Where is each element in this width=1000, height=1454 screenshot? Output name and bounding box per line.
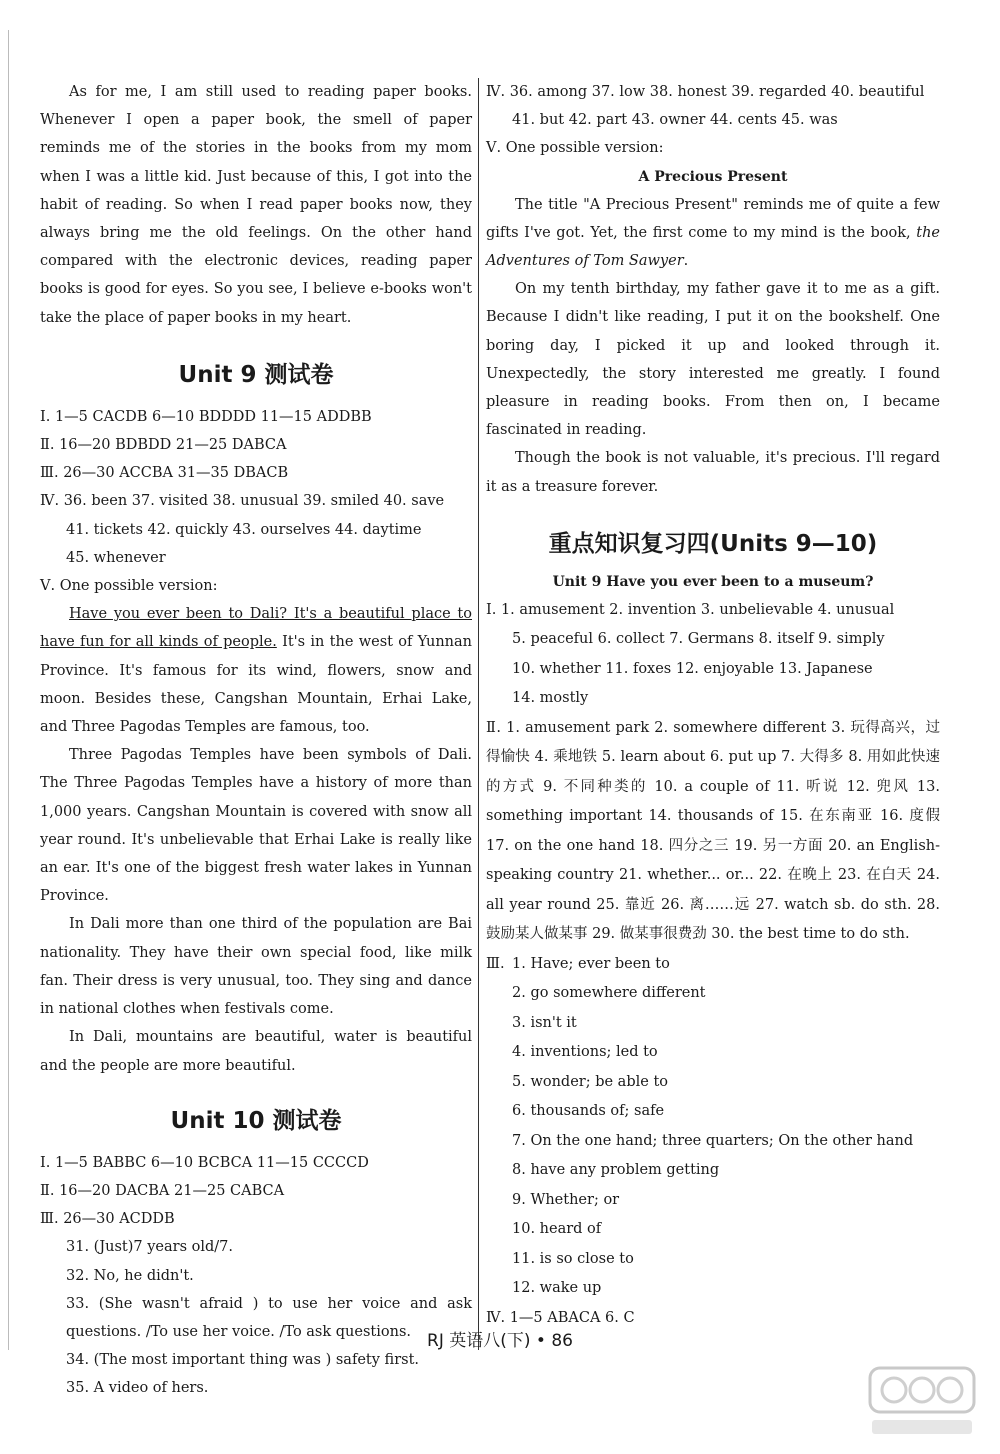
answer-line: 33. (She wasn't afraid ) to use her voice and ask questions. /To use her voice. /To ask questions.	[66, 1295, 472, 1340]
answer-line: Ⅲ. 26—30 ACDDB	[40, 1211, 175, 1228]
essay-text: It's in the west of Yunnan Province. It's famous for its wind, flowers, snow and moon. Besides these, Cangshan Mountain, Erhai Lake, and Three Pagodas Temples are famous, too.	[40, 634, 472, 736]
unit9-title: Unit 9 测试卷	[178, 361, 334, 388]
answer-line: 14. mostly	[512, 690, 589, 707]
dali-essay-p4: In Dali, mountains are beautiful, water is beautiful and the people are more beautiful.	[40, 1029, 472, 1074]
review-title: 重点知识复习四(Units 9—10)	[548, 530, 878, 557]
section-label: Ⅲ.	[486, 955, 505, 972]
answer-line: 8. have any problem getting	[512, 1162, 720, 1179]
answer-line: 10. whether 11. foxes 12. enjoyable 13. Japanese	[512, 660, 873, 677]
watermark-logo	[862, 1362, 982, 1442]
present-essay-p3: Though the book is not valuable, it's precious. I'll regard it as a treasure forever.	[486, 450, 940, 495]
answer-line: 1. Have; ever been to	[512, 955, 670, 972]
answer-line: 9. Whether; or	[512, 1191, 620, 1208]
book-title: the Adventures of Tom Sawyer	[486, 224, 940, 270]
column-divider	[478, 78, 479, 1350]
review-subtitle: Unit 9 Have you ever been to a museum?	[552, 573, 874, 590]
answer-line: Ⅰ. 1—5 CACDB 6—10 BDDDD 11—15 ADDBB	[40, 408, 372, 425]
present-essay-p1	[486, 191, 940, 276]
answer-line: Ⅱ. 16—20 DACBA 21—25 CABCA	[40, 1182, 285, 1199]
answer-line: Ⅱ. 16—20 BDBDD 21—25 DABCA	[40, 437, 287, 454]
answer-line: 35. A video of hers.	[66, 1380, 209, 1397]
answer-line: Ⅲ. 26—30 ACCBA 31—35 DBACB	[40, 465, 289, 482]
answer-line: 2. go somewhere different	[512, 985, 706, 1002]
dali-essay-p1	[40, 600, 472, 741]
dali-essay-p2: Three Pagodas Temples have been symbols of Dali. The Three Pagodas Temples have a history of more than 1,000 years. Cangshan Mountain is covered with snow all year round. It's unbelievable that Erhai Lake is really like an ear. It's one of the biggest fresh water lakes in Yunnan Province.	[40, 747, 472, 905]
left-column	[40, 78, 472, 1403]
answer-line: 34. (The most important thing was ) safety first.	[66, 1352, 420, 1369]
answer-line: 12. wake up	[512, 1280, 602, 1297]
right-column	[486, 78, 940, 1333]
answer-line: Ⅳ. 36. been 37. visited 38. unusual 39. smiled 40. save	[40, 493, 445, 510]
review-section-4: Ⅳ. 1—5 ABACA 6. C	[486, 1309, 635, 1326]
present-essay-p2: On my tenth birthday, my father gave it to me as a gift. Because I didn't like reading, I put it on the bookshelf. One boring day, I picked it up and looked through it. Unexpectedly, the story interested me greatly. I found pleasure in reading books. From then on, I became fascinated in reading.	[486, 281, 940, 439]
review-section-3	[486, 950, 940, 1304]
intro-paragraph: As for me, I am still used to reading paper books. Whenever I open a paper book, the smell of paper reminds me of the stories in the books from my mom when I was a little kid. Just because of this, I got into the habit of reading. So when I read paper books now, they always bring me the old feelings. On the other hand compared with the electronic devices, reading paper books is good for eyes. So you see, I believe e-books won't take the place of paper books in my heart.	[40, 84, 472, 326]
answer-line: 6. thousands of; safe	[512, 1103, 665, 1120]
answer-line: 3. isn't it	[512, 1014, 577, 1031]
essay-title: A Precious Present	[638, 168, 788, 185]
answer-line: Ⅰ. 1. amusement 2. invention 3. unbelievable 4. unusual	[486, 601, 895, 618]
answer-line: 5. peaceful 6. collect 7. Germans 8. itself 9. simply	[512, 631, 885, 648]
answer-line: 5. wonder; be able to	[512, 1073, 668, 1090]
answer-line: 4. inventions; led to	[512, 1044, 658, 1061]
review-section-1	[486, 596, 940, 714]
answer-line: Ⅴ. One possible version:	[40, 578, 218, 595]
answer-line: 41. tickets 42. quickly 43. ourselves 44. daytime	[66, 521, 422, 538]
answer-line: Ⅳ. 36. among 37. low 38. honest 39. regarded 40. beautiful	[486, 84, 925, 100]
unit9-answer-lines	[40, 403, 472, 600]
dali-essay-p3: In Dali more than one third of the population are Bai nationality. They have their own special food, like milk fan. Their dress is very unusual, too. They sing and dance in national clothes when festivals come.	[40, 916, 472, 1018]
answer-line: 7. On the one hand; three quarters; On the other hand	[512, 1132, 914, 1149]
page-edge-line	[8, 30, 9, 1350]
answer-line: 32. No, he didn't.	[66, 1267, 194, 1284]
underlined-topic-sentence: Have you ever been to Dali? It's a beautiful place to have fun for all kinds of people.	[40, 606, 472, 651]
answer-line: 45. whenever	[66, 549, 166, 566]
review-section-2: Ⅱ. 1. amusement park 2. somewhere different 3. 玩得高兴，过得愉快 4. 乘地铁 5. learn about 6. put up 7. 大得多 8. 用如此快速的方式 9. 不同种类的 10. a couple of 11. 听说 12. 兜风 13. something important 14. thousands of 15. 在东南亚 16. 度假 17. on the one hand 18. 四分之三 19. 另一方面 20. an English-speaking country 21. whether... or... 22. 在晚上 23. 在白天 24. all year round 25. 靠近 26. 离……远 27. watch sb. do sth. 28. 鼓励某人做某事 29. 做某事很费劲 30. the best time to do sth.	[486, 719, 940, 943]
essay-text: The title "A Precious Present" reminds me of quite a few gifts I've got. Yet, the first come to my mind is the book,	[486, 196, 940, 241]
unit10-title: Unit 10 测试卷	[170, 1107, 342, 1134]
answer-line: 11. is so close to	[512, 1250, 634, 1267]
answer-line: Ⅰ. 1—5 BABBC 6—10 BCBCA 11—15 CCCCD	[40, 1154, 369, 1171]
answer-line: 41. but 42. part 43. owner 44. cents 45. was	[512, 112, 838, 129]
answer-line: Ⅴ. One possible version:	[486, 140, 664, 157]
essay-text: .	[683, 253, 689, 270]
answer-line: 31. (Just)7 years old/7.	[66, 1239, 234, 1256]
answer-line: 10. heard of	[512, 1221, 602, 1238]
unit10-answer-lines	[40, 1149, 472, 1403]
page-footer: RJ 英语八(下) • 86	[427, 1331, 573, 1351]
